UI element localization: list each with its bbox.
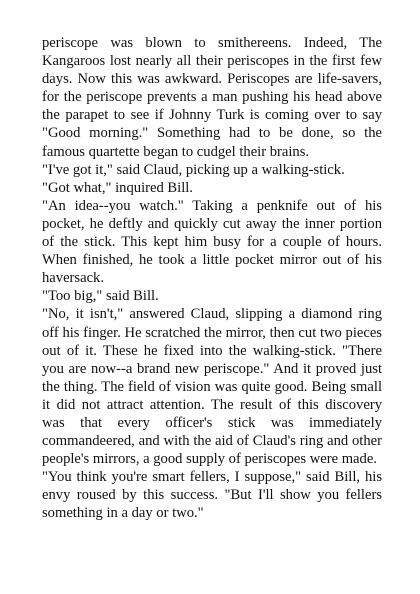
paragraph-6: "No, it isn't," answered Claud, slipping a diamond ring off his finger. He scratched the mirror, then cut two pieces out of it. These he fixed into the walking-stick. "There you are now--a brand new periscope." And it proved just the thing. The field of vision was quite good. Being small it did not attract attention. The result of this discovery was that every officer's stick was immediately commandeered, and with the aid of Claud's ring and other people's mirrors, a good supply of periscopes were made. (42, 306, 382, 468)
paragraph-7: "You think you're smart fellers, I suppose," said Bill, his envy roused by this success. "But I'll show you fellers something in a day or two." (42, 469, 382, 522)
paragraph-2: "I've got it," said Claud, picking up a walking-stick. (42, 161, 345, 178)
paragraph-3: "Got what," inquired Bill. (42, 179, 193, 196)
paragraph-5: "Too big," said Bill. (42, 288, 159, 305)
paragraph-1: periscope was blown to smithereens. Indeed, The Kangaroos lost nearly all their periscopes in the first few days. Now this was awkward. Periscopes are life-savers, for the periscope prevents a man pushing his head above the parapet to see if Johnny Turk is coming over to say "Good morning." Something had to be done, so the famous quartette began to cudgel their brains. (42, 35, 382, 160)
paragraph-4: "An idea--you watch." Taking a penknife out of his pocket, he deftly and quickly cut away the inner portion of the stick. This kept him busy for a couple of hours. When finished, he took a little pocket mirror out of his haversack. (42, 197, 382, 287)
page-body (42, 34, 382, 523)
